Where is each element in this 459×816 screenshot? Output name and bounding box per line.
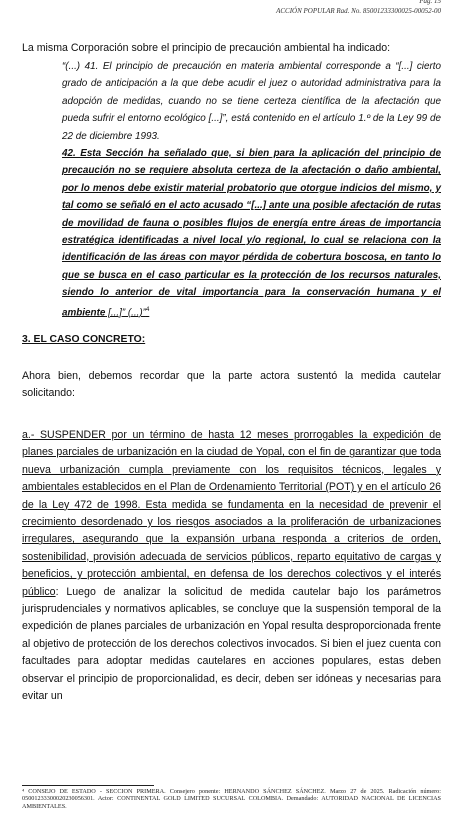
case-radicado-header: ACCIÓN POPULAR Rad. No. 85001233300025-00052-00 (276, 7, 441, 15)
requested-measure: a.- SUSPENDER por un término de hasta 12 meses prorrogables la expedición de planes parciales de urbanización en la ciudad de Yopal, con el fin de garantizar que toda nueva urbanización cumpla previamente con los requisitos técnicos, legales y ambientales establecidos en el Plan de Ordenamiento Territorial (POT) y en el artículo 26 de la Ley 472 de 1998. Esta medida se fundamenta en la necesidad de prevenir el crecimiento desordenado y los riesgos asociados a la proliferación de urbanizaciones irregulares, asegurando que la expansión urbana responda a criterios de orden, sostenibilidad, provisión adecuada de servicios públicos, reparto equitativo de cargas y beneficios, y protección ambiental, en defensa de los derechos colectivos y el interés público (22, 429, 441, 598)
intro-paragraph: La misma Corporación sobre el principio de precaución ambiental ha indicado: (22, 42, 391, 54)
measure-colon: : (55, 585, 59, 598)
body-paragraph-1: Ahora bien, debemos recordar que la parte actora sustentó la medida cautelar solicitando: (22, 370, 441, 400)
quote-42-tail: [...]” (...)” (105, 306, 146, 318)
footnote-reference: 4 (145, 306, 150, 313)
page-number: Pág. 15 (419, 0, 441, 5)
analysis-text: Luego de analizar la solicitud de medida cautelar bajo los parámetros jurisprudenciales y normativos aplicables, se concluye que la suspensión temporal de la expedición de planes parciales de urbanización en Yopal resulta desproporcionada frente al objetivo de protección de los derechos colectivos invocados. Si bien el juez cuenta con facultades para adoptar medidas cautelares en acciones populares, estas deben observar el principio de proporcionalidad, es decir, deben ser idóneas y necesarias para evitar un (22, 585, 441, 703)
footnote-separator (22, 785, 154, 786)
quote-paragraph-41: “(...) 41. El principio de precaución en materia ambiental corresponde a “[...] cierto grado de anticipación a la que debe acudir el juez o autoridad administrativa para la adopción de medidas, cuando no se tiene certeza científica de la afectación que pueda sufrir el entorno ecológico [...]”, está contenido en el artículo 1.º de la Ley 99 de 22 de diciembre 1993. (62, 61, 441, 142)
section-heading: 3. EL CASO CONCRETO: (22, 334, 146, 345)
quote-42-text: 42. Esta Sección ha señalado que, si bien para la aplicación del principio de precaución no se requiere absoluta certeza de la afectación o daño ambiental, por lo menos debe existir material probatorio que otorgue indicios del mismo, y tal como se señaló en el acto acusado “[...] ante una posible afectación de rutas de movilidad de fauna o posibles flujos de energía entre áreas de importancia estratégica identificadas a nivel local y/o regional, lo cual se relaciona con la identificación de las áreas con mayor pérdida de cobertura boscosa, en tanto lo que se busca en el caso particular es la protección de los recursos naturales, siendo lo anterior de vital importancia para la conservación humana y el ambiente (62, 148, 441, 318)
quote-paragraph-42 (62, 145, 441, 321)
body-paragraph-2 (22, 427, 441, 706)
footnote: ⁴ CONSEJO DE ESTADO - SECCION PRIMERA. Consejero ponente: HERNANDO SÁNCHEZ SÁNCHEZ. Marzo 27 de 2025. Radicación número: 05001233300020230056301. Actor: CONTINENTAL GOLD LIMITED SUCURSAL COLOMBIA. Demandado: AUTORIDAD NACIONAL DE LICENCIAS AMBIENTALES. (22, 788, 441, 810)
